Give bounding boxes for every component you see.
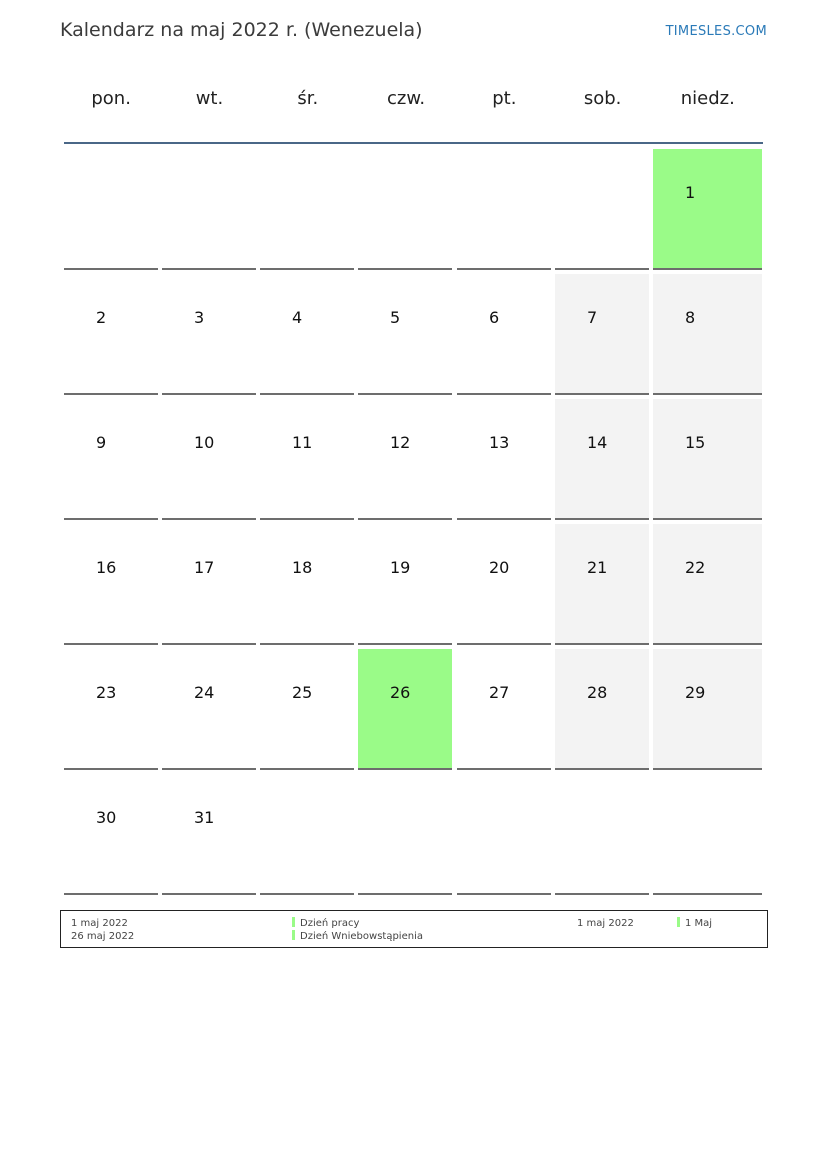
legend-names — [292, 917, 423, 943]
legend-item — [292, 917, 423, 930]
day-number: 1 — [685, 183, 696, 202]
calendar-day-cell[interactable] — [260, 649, 354, 770]
legend-name: Dzień pracy — [300, 918, 360, 929]
calendar-day-cell[interactable] — [457, 274, 551, 395]
day-number: 29 — [685, 683, 706, 702]
calendar-day-cell[interactable] — [555, 274, 649, 395]
calendar-day-cell[interactable] — [653, 524, 762, 645]
legend-date: 26 maj 2022 — [71, 931, 135, 942]
calendar-day-cell[interactable] — [457, 399, 551, 520]
calendar-cell-empty — [358, 774, 452, 895]
calendar-day-cell[interactable] — [260, 399, 354, 520]
calendar-day-cell[interactable] — [64, 399, 158, 520]
day-number: 22 — [685, 558, 706, 577]
day-number: 19 — [390, 558, 411, 577]
calendar-day-cell[interactable] — [555, 399, 649, 520]
calendar-day-cell[interactable] — [260, 524, 354, 645]
calendar-day-cell[interactable] — [358, 399, 452, 520]
day-number: 31 — [194, 808, 215, 827]
calendar-day-cell[interactable] — [358, 649, 452, 770]
legend-date: 1 maj 2022 — [71, 918, 128, 929]
day-number: 27 — [489, 683, 510, 702]
calendar-day-cell[interactable] — [653, 649, 762, 770]
day-number: 2 — [96, 308, 107, 327]
calendar-day-cell[interactable] — [64, 524, 158, 645]
calendar-day-cell[interactable] — [653, 149, 762, 270]
weekday-label: pt. — [492, 88, 517, 109]
calendar-day-cell[interactable] — [64, 774, 158, 895]
day-number: 26 — [390, 683, 411, 702]
day-number: 7 — [587, 308, 598, 327]
day-number: 24 — [194, 683, 215, 702]
weekday-label: pon. — [91, 88, 131, 109]
calendar-cell-empty — [260, 774, 354, 895]
calendar-day-cell[interactable] — [162, 399, 256, 520]
calendar-day-cell[interactable] — [457, 524, 551, 645]
day-number: 23 — [96, 683, 117, 702]
day-number: 17 — [194, 558, 215, 577]
day-number: 13 — [489, 433, 510, 452]
weekday-label: sob. — [583, 88, 622, 109]
weekday-label: niedz. — [680, 88, 735, 109]
day-number: 11 — [292, 433, 313, 452]
holiday-legend — [60, 910, 768, 948]
day-number: 10 — [194, 433, 215, 452]
calendar-day-cell[interactable] — [555, 649, 649, 770]
day-number: 20 — [489, 558, 510, 577]
day-number: 21 — [587, 558, 608, 577]
day-number: 18 — [292, 558, 313, 577]
calendar-day-cell[interactable] — [162, 774, 256, 895]
legend-names-2 — [677, 917, 712, 930]
calendar-day-cell[interactable] — [358, 274, 452, 395]
calendar-day-cell[interactable] — [162, 274, 256, 395]
day-number: 28 — [587, 683, 608, 702]
day-number: 12 — [390, 433, 411, 452]
legend-date: 1 maj 2022 — [577, 918, 634, 929]
calendar-day-cell[interactable] — [653, 274, 762, 395]
day-number: 8 — [685, 308, 696, 327]
day-number: 16 — [96, 558, 117, 577]
day-number: 30 — [96, 808, 117, 827]
legend-dates — [71, 917, 134, 943]
calendar-day-cell[interactable] — [162, 649, 256, 770]
calendar-day-cell[interactable] — [260, 274, 354, 395]
legend-name: 1 Maj — [685, 918, 713, 929]
calendar-cell-empty — [64, 149, 158, 270]
weekday-label: śr. — [297, 88, 319, 109]
calendar-cell-empty — [162, 149, 256, 270]
weekday-header — [62, 88, 764, 109]
weekday-label: wt. — [195, 88, 224, 109]
holiday-color-marker — [677, 917, 680, 927]
legend-item — [677, 917, 712, 930]
day-number: 3 — [194, 308, 205, 327]
calendar-cell-empty — [457, 149, 551, 270]
header-divider — [64, 142, 763, 144]
legend-item — [292, 930, 423, 943]
calendar-cell-empty — [653, 774, 762, 895]
calendar-cell-empty — [260, 149, 354, 270]
page-title: Kalendarz na maj 2022 r. (Wenezuela) — [60, 19, 423, 41]
day-number: 9 — [96, 433, 107, 452]
holiday-color-marker — [292, 917, 295, 927]
calendar-cell-empty — [555, 774, 649, 895]
calendar-day-cell[interactable] — [555, 524, 649, 645]
day-number: 15 — [685, 433, 706, 452]
calendar-cell-empty — [358, 149, 452, 270]
calendar-day-cell[interactable] — [358, 524, 452, 645]
brand-link[interactable]: TIMESLES.COM — [665, 24, 767, 39]
legend-dates-2 — [577, 917, 634, 930]
weekday-label: czw. — [386, 88, 426, 109]
day-number: 4 — [292, 308, 303, 327]
legend-name: Dzień Wniebowstąpienia — [300, 931, 423, 942]
day-number: 5 — [390, 308, 401, 327]
day-number: 14 — [587, 433, 608, 452]
calendar-day-cell[interactable] — [64, 274, 158, 395]
calendar-day-cell[interactable] — [64, 649, 158, 770]
calendar-day-cell[interactable] — [457, 649, 551, 770]
calendar-cell-empty — [555, 149, 649, 270]
holiday-color-marker — [292, 930, 295, 940]
calendar-day-cell[interactable] — [162, 524, 256, 645]
day-number: 6 — [489, 308, 500, 327]
day-number: 25 — [292, 683, 313, 702]
calendar-cell-empty — [457, 774, 551, 895]
calendar-day-cell[interactable] — [653, 399, 762, 520]
